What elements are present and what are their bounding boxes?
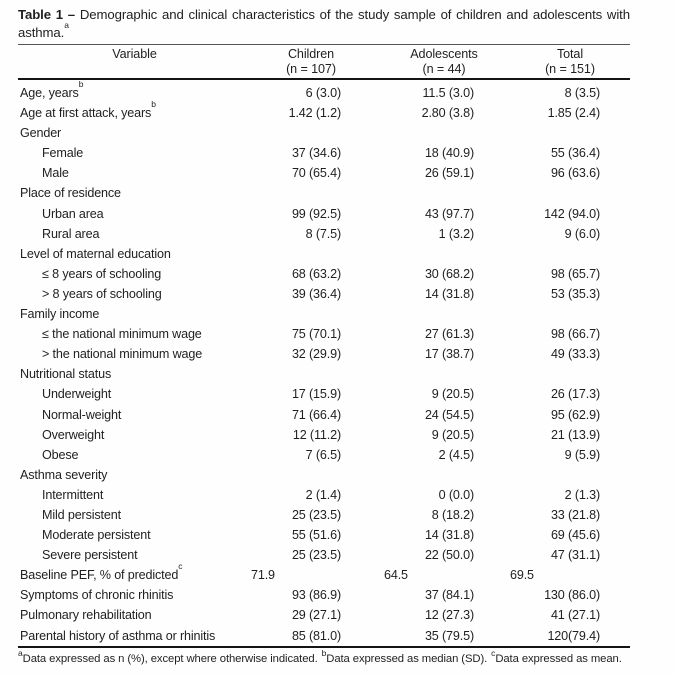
column-spacer: [474, 304, 510, 324]
row-value: 130 (86.0): [544, 588, 600, 603]
row-value: 8 (7.5): [305, 226, 341, 241]
right-margin-spacer: [600, 304, 630, 324]
right-margin-spacer: [600, 163, 630, 183]
row-value: 98 (66.7): [550, 327, 600, 342]
row-value: 35 (79.5): [424, 628, 474, 643]
right-margin-spacer: [600, 183, 630, 203]
table-row: [18, 545, 630, 565]
column-spacer: [474, 485, 510, 505]
column-spacer: [474, 525, 510, 545]
table-title-line2: asthma.$^a$: [18, 20, 69, 40]
row-value: 18 (40.9): [424, 146, 474, 161]
row-value: 26 (59.1): [424, 166, 474, 181]
row-value: 27 (61.3): [424, 327, 474, 342]
row-value: [510, 123, 600, 143]
row-value: [384, 183, 474, 203]
right-margin-spacer: [600, 324, 630, 344]
row-label: Parental history of asthma or rhinitis: [20, 628, 216, 643]
row-value: [384, 123, 474, 143]
column-spacer: [474, 344, 510, 364]
table-row: [18, 99, 630, 123]
right-margin-spacer: [600, 204, 630, 224]
table-row: [18, 384, 630, 404]
row-value: 95 (62.9): [550, 407, 600, 422]
table-row: [18, 79, 630, 103]
row-value: 2 (4.5): [438, 447, 474, 462]
column-spacer: [474, 565, 510, 585]
row-value: 12 (27.3): [424, 608, 474, 623]
row-label: Mild persistent: [42, 507, 121, 522]
row-value: 9 (20.5): [431, 387, 474, 402]
column-spacer: [474, 183, 510, 203]
right-margin-spacer: [600, 445, 630, 465]
column-spacer: [341, 425, 384, 445]
table-row: [18, 344, 630, 364]
row-label: Female: [42, 146, 84, 161]
row-value: 2 (1.3): [564, 487, 600, 502]
col-header-total: Total (n = 151): [545, 47, 595, 76]
row-value: 8 (3.5): [564, 86, 600, 100]
column-spacer: [341, 304, 384, 324]
column-spacer: [341, 103, 384, 123]
column-spacer: [341, 585, 384, 605]
column-spacer: [341, 204, 384, 224]
row-value: 68 (63.2): [291, 266, 341, 281]
row-value: 47 (31.1): [550, 548, 600, 563]
right-margin-spacer: [600, 143, 630, 163]
table-title-line1: Table 1 – Demographic and clinical characteristics of the study sample of children and adolescents with: [18, 7, 630, 22]
row-value: 17 (38.7): [424, 347, 474, 362]
right-margin-spacer: [600, 626, 630, 646]
column-spacer: [474, 405, 510, 425]
right-margin-spacer: [600, 585, 630, 605]
right-margin-spacer: [600, 103, 630, 123]
table-row: [18, 445, 630, 465]
table-row: [18, 405, 630, 425]
row-value: 2 (1.4): [305, 487, 341, 502]
column-spacer: [474, 244, 510, 264]
column-spacer: [341, 505, 384, 525]
column-spacer: [341, 364, 384, 384]
table-row: [18, 143, 630, 163]
right-margin-spacer: [600, 545, 630, 565]
column-spacer: [474, 626, 510, 646]
col-header-variable: Variable: [112, 47, 157, 61]
table-body: [18, 80, 630, 646]
row-label: Asthma severity: [20, 467, 108, 482]
row-value: 55 (36.4): [550, 146, 600, 161]
row-value: 70 (65.4): [291, 166, 341, 181]
row-value: 69 (45.6): [550, 528, 600, 543]
row-value: 6 (3.0): [305, 86, 341, 100]
row-value: 26 (17.3): [550, 387, 600, 402]
row-value: 11.5 (3.0): [422, 86, 474, 100]
row-label: ≤ 8 years of schooling: [42, 266, 162, 281]
column-spacer: [341, 264, 384, 284]
right-margin-spacer: [600, 244, 630, 264]
column-spacer: [474, 364, 510, 384]
row-label: Underweight: [42, 387, 112, 402]
footnote-marker-b: b: [151, 99, 156, 110]
column-spacer: [474, 324, 510, 344]
row-value: 71.9: [251, 568, 275, 583]
table-title: [18, 6, 630, 42]
row-value: 22 (50.0): [424, 548, 474, 563]
row-value: 21 (13.9): [550, 427, 600, 442]
column-spacer: [474, 605, 510, 625]
row-value: 99 (92.5): [291, 206, 341, 221]
row-label: Symptoms of chronic rhinitis: [20, 588, 174, 603]
row-value: 9 (6.0): [564, 226, 600, 241]
row-value: 69.5: [510, 568, 534, 583]
row-label: Age at first attack, years$^b$: [20, 99, 156, 121]
table-row: [18, 561, 630, 585]
row-value: [251, 465, 341, 485]
row-value: [251, 304, 341, 324]
row-label: Normal-weight: [42, 407, 122, 422]
row-value: [510, 465, 600, 485]
column-spacer: [341, 123, 384, 143]
right-margin-spacer: [600, 605, 630, 625]
column-spacer: [474, 585, 510, 605]
row-value: [384, 244, 474, 264]
row-value: 71 (66.4): [291, 407, 341, 422]
row-label: Intermittent: [42, 487, 104, 502]
table-row: [18, 364, 630, 384]
table-number: Table 1 –: [18, 7, 76, 22]
column-spacer: [474, 163, 510, 183]
column-spacer: [474, 103, 510, 123]
row-value: 9 (5.9): [564, 447, 600, 462]
right-margin-spacer: [600, 384, 630, 404]
row-value: 1.42 (1.2): [288, 106, 341, 121]
column-spacer: [474, 545, 510, 565]
table-row: [18, 605, 630, 625]
right-margin-spacer: [600, 284, 630, 304]
row-value: 37 (84.1): [424, 588, 474, 603]
row-value: 39 (36.4): [291, 286, 341, 301]
row-value: 32 (29.9): [291, 347, 341, 362]
row-value: 64.5: [384, 568, 408, 583]
column-spacer: [341, 143, 384, 163]
row-label: Family income: [20, 307, 100, 322]
row-label: Nutritional status: [20, 367, 112, 382]
row-value: 49 (33.3): [550, 347, 600, 362]
row-value: 17 (15.9): [291, 387, 341, 402]
column-spacer: [341, 83, 384, 103]
column-spacer: [474, 425, 510, 445]
column-spacer: [341, 183, 384, 203]
row-value: [384, 364, 474, 384]
row-label: Gender: [20, 126, 62, 141]
row-value: 0 (0.0): [438, 487, 474, 502]
column-spacer: [341, 344, 384, 364]
table-row: [18, 304, 630, 324]
right-margin-spacer: [600, 83, 630, 103]
row-value: 98 (65.7): [550, 266, 600, 281]
row-value: 12 (11.2): [292, 427, 341, 442]
row-value: 142 (94.0): [544, 206, 600, 221]
row-value: 96 (63.6): [550, 166, 600, 181]
table-row: [18, 163, 630, 183]
row-value: [251, 183, 341, 203]
table-row: [18, 425, 630, 445]
row-value: 7 (6.5): [305, 447, 341, 462]
col-header-children: Children (n = 107): [286, 47, 336, 76]
table-row: [18, 525, 630, 545]
column-spacer: [341, 244, 384, 264]
right-margin-spacer: [600, 425, 630, 445]
right-margin-spacer: [600, 505, 630, 525]
column-spacer: [474, 143, 510, 163]
table-row: [18, 626, 630, 646]
row-label: Age, years$^b$: [20, 79, 84, 100]
column-spacer: [341, 405, 384, 425]
row-value: [251, 364, 341, 384]
row-value: [510, 364, 600, 384]
row-value: [251, 244, 341, 264]
column-spacer: [341, 485, 384, 505]
row-value: 53 (35.3): [550, 286, 600, 301]
row-value: 1 (3.2): [438, 226, 474, 241]
row-value: 30 (68.2): [424, 266, 474, 281]
table-row: [18, 505, 630, 525]
col-header-adolescents: Adolescents (n = 44): [410, 47, 478, 76]
right-margin-spacer: [600, 565, 630, 585]
row-value: 14 (31.8): [424, 286, 474, 301]
column-spacer: [474, 264, 510, 284]
row-value: [384, 465, 474, 485]
table-row: [18, 264, 630, 284]
right-margin-spacer: [600, 364, 630, 384]
row-label: Overweight: [42, 427, 105, 442]
row-value: 29 (27.1): [291, 608, 341, 623]
column-spacer: [341, 626, 384, 646]
row-value: 2.80 (3.8): [421, 106, 474, 121]
row-value: 1.85 (2.4): [547, 106, 600, 121]
row-value: [510, 244, 600, 264]
column-spacer: [341, 445, 384, 465]
row-value: 55 (51.6): [291, 528, 341, 543]
row-value: 37 (34.6): [291, 146, 341, 161]
row-label: Baseline PEF, % of predicted$^c$: [20, 561, 183, 583]
column-spacer: [341, 525, 384, 545]
row-value: 93 (86.9): [291, 588, 341, 603]
column-spacer: [341, 224, 384, 244]
row-value: 85 (81.0): [291, 628, 341, 643]
right-margin-spacer: [600, 123, 630, 143]
row-label: Rural area: [42, 226, 100, 241]
table-row: [18, 224, 630, 244]
column-spacer: [341, 384, 384, 404]
table-row: [18, 244, 630, 264]
column-spacer: [474, 384, 510, 404]
right-margin-spacer: [600, 465, 630, 485]
header-spacer: [371, 47, 384, 77]
right-margin-spacer: [600, 485, 630, 505]
column-spacer: [474, 83, 510, 103]
row-label: Obese: [42, 447, 79, 462]
row-label: > the national minimum wage: [42, 347, 203, 362]
row-label: Pulmonary rehabilitation: [20, 608, 152, 623]
column-spacer: [474, 445, 510, 465]
footnote-marker-b: b: [78, 79, 84, 89]
column-spacer: [474, 224, 510, 244]
row-value: 33 (21.8): [550, 507, 600, 522]
footnote-marker-c: c: [178, 561, 183, 572]
row-label: Severe persistent: [42, 548, 138, 563]
column-spacer: [341, 324, 384, 344]
row-label: Moderate persistent: [42, 528, 151, 543]
column-spacer: [474, 505, 510, 525]
column-spacer: [341, 545, 384, 565]
footnote-marker-a: a: [64, 20, 69, 30]
row-label: ≤ the national minimum wage: [42, 327, 202, 342]
table-row: [18, 485, 630, 505]
table-header-row: [18, 47, 630, 77]
row-label: > 8 years of schooling: [42, 286, 162, 301]
row-value: 41 (27.1): [550, 608, 600, 623]
table-top-rule: [18, 44, 630, 45]
row-value: 9 (20.5): [431, 427, 474, 442]
table-row: [18, 585, 630, 605]
row-label: Urban area: [42, 206, 104, 221]
table-row: [18, 284, 630, 304]
table-row: [18, 183, 630, 203]
column-spacer: [474, 465, 510, 485]
footnote-c: $^c$Data expressed as mean.: [491, 648, 622, 665]
row-value: 25 (23.5): [291, 507, 341, 522]
right-margin-spacer: [600, 224, 630, 244]
footnote-b: $^b$Data expressed as median (SD).: [321, 648, 488, 665]
right-margin-spacer: [600, 405, 630, 425]
column-spacer: [341, 565, 384, 585]
right-margin-spacer: [600, 264, 630, 284]
table-row: [18, 465, 630, 485]
row-value: 43 (97.7): [424, 206, 474, 221]
table-row: [18, 204, 630, 224]
row-value: [251, 123, 341, 143]
row-value: 24 (54.5): [424, 407, 474, 422]
column-spacer: [341, 465, 384, 485]
column-spacer: [341, 605, 384, 625]
row-value: 8 (18.2): [431, 507, 474, 522]
column-spacer: [474, 284, 510, 304]
column-spacer: [474, 204, 510, 224]
row-label: Level of maternal education: [20, 246, 171, 261]
right-margin-spacer: [600, 344, 630, 364]
row-value: [510, 304, 600, 324]
row-label: Place of residence: [20, 186, 121, 201]
column-spacer: [341, 163, 384, 183]
table-footnote: [18, 648, 664, 666]
row-value: 75 (70.1): [291, 327, 341, 342]
table-row: [18, 324, 630, 344]
table-row: [18, 123, 630, 143]
row-value: 25 (23.5): [291, 548, 341, 563]
row-value: [510, 183, 600, 203]
right-margin-spacer: [600, 525, 630, 545]
column-spacer: [341, 284, 384, 304]
column-spacer: [474, 123, 510, 143]
row-value: 14 (31.8): [424, 528, 474, 543]
row-value: [384, 304, 474, 324]
footnote-a: $^a$Data expressed as n (%), except where otherwise indicated.: [18, 648, 318, 665]
row-label: Male: [42, 166, 69, 181]
row-value: 120(79.4): [547, 628, 600, 643]
